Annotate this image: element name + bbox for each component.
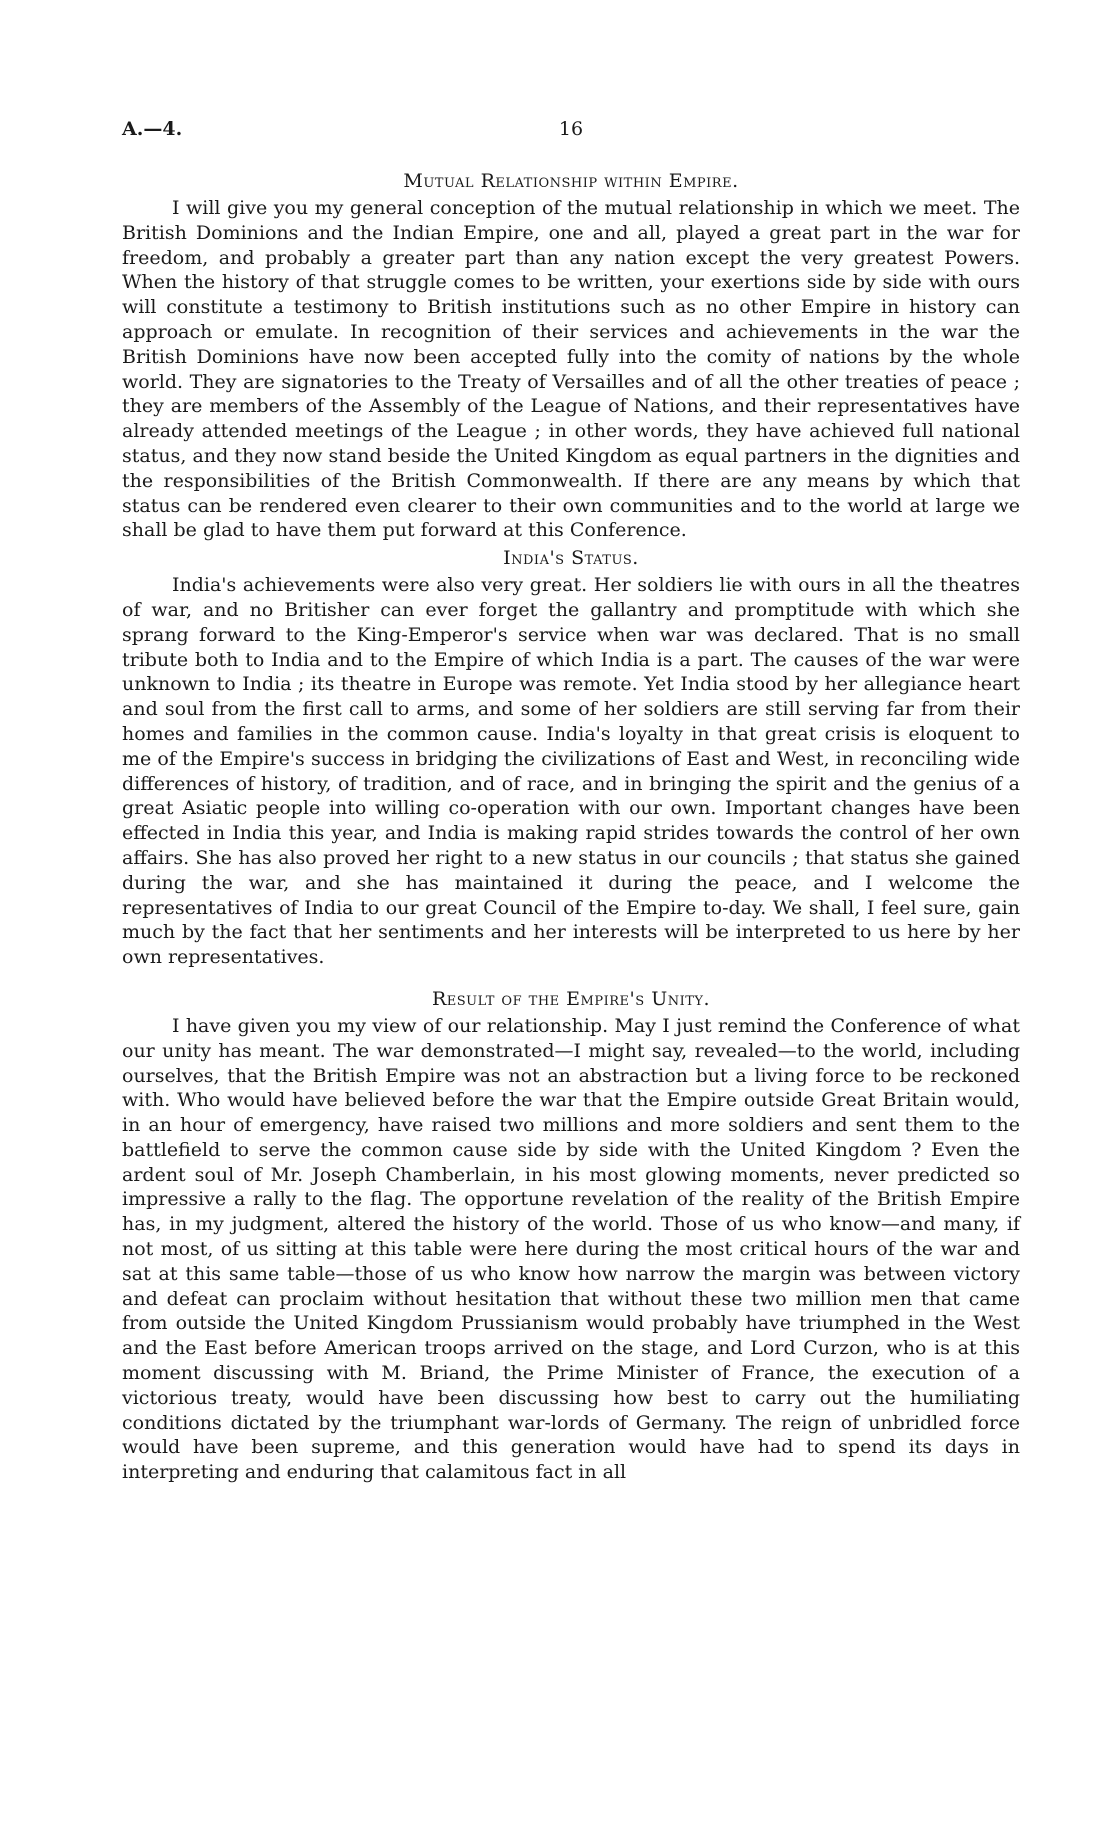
document-reference: A.—4. (122, 118, 183, 140)
section-indias-status (122, 543, 1020, 970)
section-paragraph: I will give you my general conception of the mutual relationship in which we meet. The British Dominions and the Indian Empire, one and all, played a great part in the war for freedom, and probably a greater part than any nation except the very greatest Powers. When the history of that struggle comes to be written, your exertions side by side with ours will constitute a testimony to British institutions such as no other Empire in history can approach or emulate. In recognition of their services and achievements in the war the British Dominions have now been accepted fully into the comity of nations by the whole world. They are signatories to the Treaty of Versailles and of all the other treaties of peace ; they are members of the Assembly of the League of Nations, and their representatives have already attended meetings of the League ; in other words, they have achieved full national status, and they now stand beside the United Kingdom as equal partners in the dignities and the responsibilities of the British Commonwealth. If there are any means by which that status can be rendered even clearer to their own communities and to the world at large we shall be glad to have them put forward at this Conference. (122, 197, 1020, 542)
section-heading: Mutual Relationship within Empire. (403, 170, 739, 192)
section-result-of-unity (122, 984, 1020, 1485)
section-heading: India's Status. (503, 547, 639, 570)
body-text (122, 166, 1020, 1485)
section-paragraph: I have given you my view of our relationship. May I just remind the Conference of what our unity has meant. The war demonstrated—I might say, revealed—to the world, including ourselves, that the British Empire was not an abstraction but a living force to be reckoned with. Who would have believed before the war that the Empire outside Great Britain would, in an hour of emergency, have raised two millions and more soldiers and sent them to the battlefield to serve the common cause side by side with the United Kingdom ? Even the ardent soul of Mr. Joseph Chamberlain, in his most glowing moments, never predicted so impressive a rally to the flag. The opportune revelation of the reality of the British Empire has, in my judgment, altered the history of the world. Those of us who know—and many, if not most, of us sitting at this table were here during the most critical hours of the war and sat at this same table—those of us who know how narrow the margin was between victory and defeat can proclaim without hesitation that without these two million men that came from outside the United Kingdom Prussianism would probably have triumphed in the West and the East before American troops arrived on the stage, and Lord Curzon, who is at this moment discussing with M. Briand, the Prime Minister of France, the execution of a victorious treaty, would have been discussing how best to carry out the humiliating conditions dictated by the triumphant war-lords of Germany. The reign of unbridled force would have been supreme, and this generation would have had to spend its days in interpreting and enduring that calamitous fact in all (122, 1014, 1020, 1484)
section-mutual-relationship (122, 166, 1020, 543)
running-head (122, 118, 1020, 148)
section-paragraph: India's achievements were also very great. Her soldiers lie with ours in all the theatres of war, and no Britisher can ever forget the gallantry and promptitude with which she sprang forward to the King-Emperor's service when war was declared. That is no small tribute both to India and to the Empire of which India is a part. The causes of the war were unknown to India ; its theatre in Europe was remote. Yet India stood by her allegiance heart and soul from the first call to arms, and some of her soldiers are still serving far from their homes and families in the common cause. India's loyalty in that great crisis is eloquent to me of the Empire's success in bridging the civilizations of East and West, in reconciling wide differences of history, of tradition, and of race, and in bringing the spirit and the genius of a great Asiatic people into willing co-operation with our own. Important changes have been effected in India this year, and India is making rapid strides towards the control of her own affairs. She has also proved her right to a new status in our councils ; that status she gained during the war, and she has maintained it during the peace, and I welcome the representatives of India to our great Council of the Empire to-day. We shall, I feel sure, gain much by the fact that her sentiments and her interests will be interpreted to us here by her own representatives. (122, 574, 1020, 969)
page-number: 16 (558, 118, 584, 140)
section-heading: Result of the Empire's Unity. (431, 987, 711, 1010)
